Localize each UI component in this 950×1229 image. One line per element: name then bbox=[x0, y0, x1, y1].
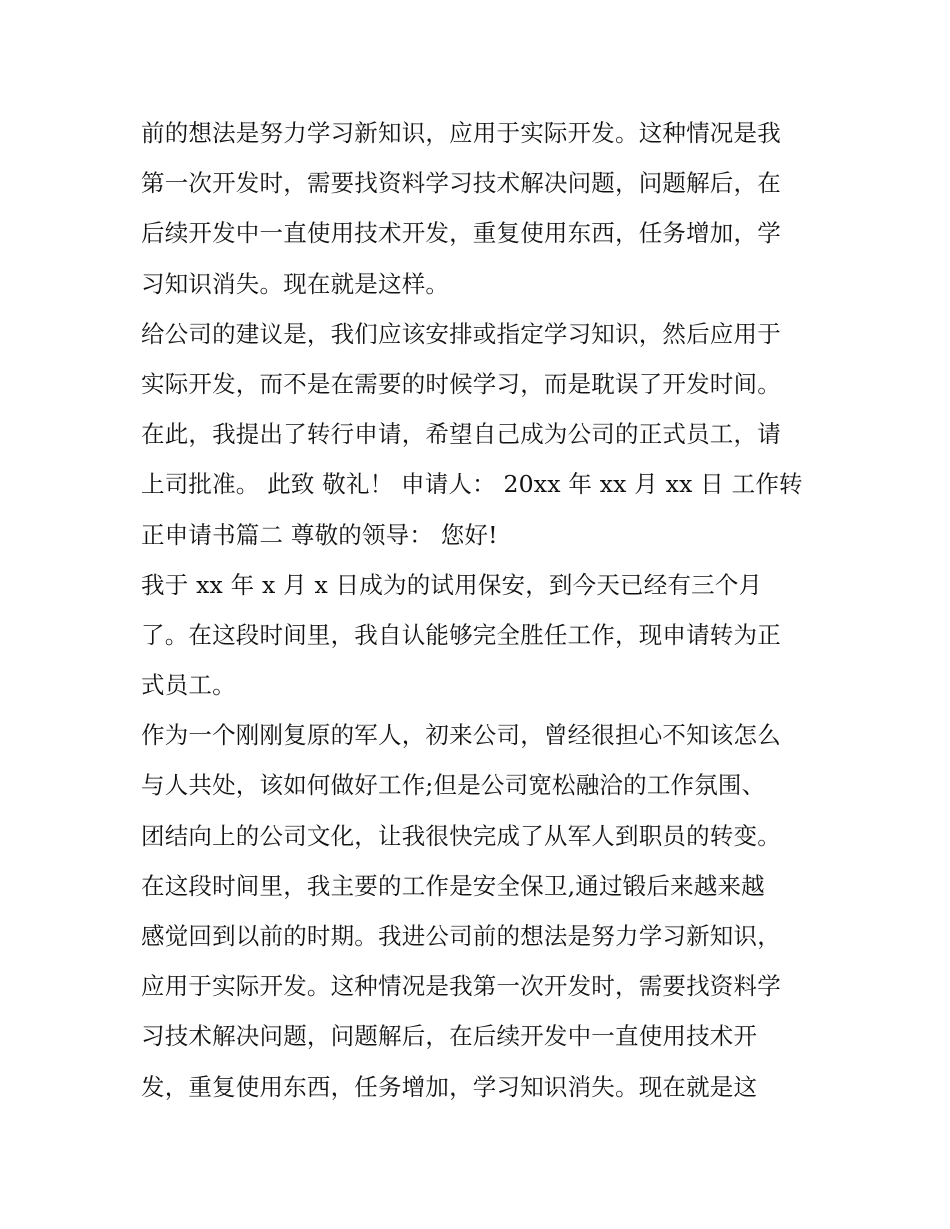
text-line-10: 我于 xx 年 x 月 x 日成为的试用保安，到今天已经有三个月 bbox=[141, 570, 763, 599]
text-line-1: 前的想法是努力学习新知识，应用于实际开发。这种情况是我 bbox=[141, 119, 781, 147]
text-line-6: 实际开发，而不是在需要的时候学习，而是耽误了开发时间。 bbox=[141, 369, 781, 398]
text-line-2: 第一次开发时，需要找资料学习技术解决问题，问题解后，在 bbox=[141, 169, 781, 198]
text-line-12: 式员工。 bbox=[141, 671, 236, 700]
text-line-19: 习技术解决问题，问题解后，在后续开发中一直使用技术开 bbox=[141, 1022, 758, 1051]
text-line-17: 感觉回到以前的时期。我进公司前的想法是努力学习新知识， bbox=[141, 922, 781, 950]
text-line-3: 后续开发中一直使用技术开发，重复使用东西，任务增加，学 bbox=[141, 219, 781, 248]
text-line-11: 了。在这段时间里，我自认能够完全胜任工作，现申请转为正 bbox=[141, 620, 781, 649]
document-body bbox=[141, 108, 821, 1112]
text-line-20: 发，重复使用东西，任务增加，学习知识消失。现在就是这 bbox=[141, 1072, 758, 1101]
text-line-18: 应用于实际开发。这种情况是我第一次开发时，需要找资料学 bbox=[141, 972, 781, 1001]
text-line-9: 正申请书篇二 尊敬的领导： 您好! bbox=[141, 520, 498, 549]
text-line-5: 给公司的建议是，我们应该安排或指定学习知识，然后应用于 bbox=[141, 319, 781, 348]
text-line-7: 在此，我提出了转行申请，希望自己成为公司的正式员工，请 bbox=[141, 420, 781, 449]
text-line-15: 团结向上的公司文化，让我很快完成了从军人到职员的转变。 bbox=[141, 821, 781, 850]
text-line-14: 与人共处，该如何做好工作;但是公司宽松融洽的工作氛围、 bbox=[141, 771, 766, 800]
text-line-13: 作为一个刚刚复原的军人，初来公司，曾经很担心不知该怎么 bbox=[141, 721, 781, 750]
text-line-16: 在这段时间里，我主要的工作是安全保卫,通过锻后来越来越 bbox=[141, 871, 765, 900]
text-line-8: 上司批准。 此致 敬礼！ 申请人： 20xx 年 xx 月 xx 日 工作转 bbox=[141, 470, 803, 499]
text-line-4: 习知识消失。现在就是这样。 bbox=[141, 269, 450, 298]
